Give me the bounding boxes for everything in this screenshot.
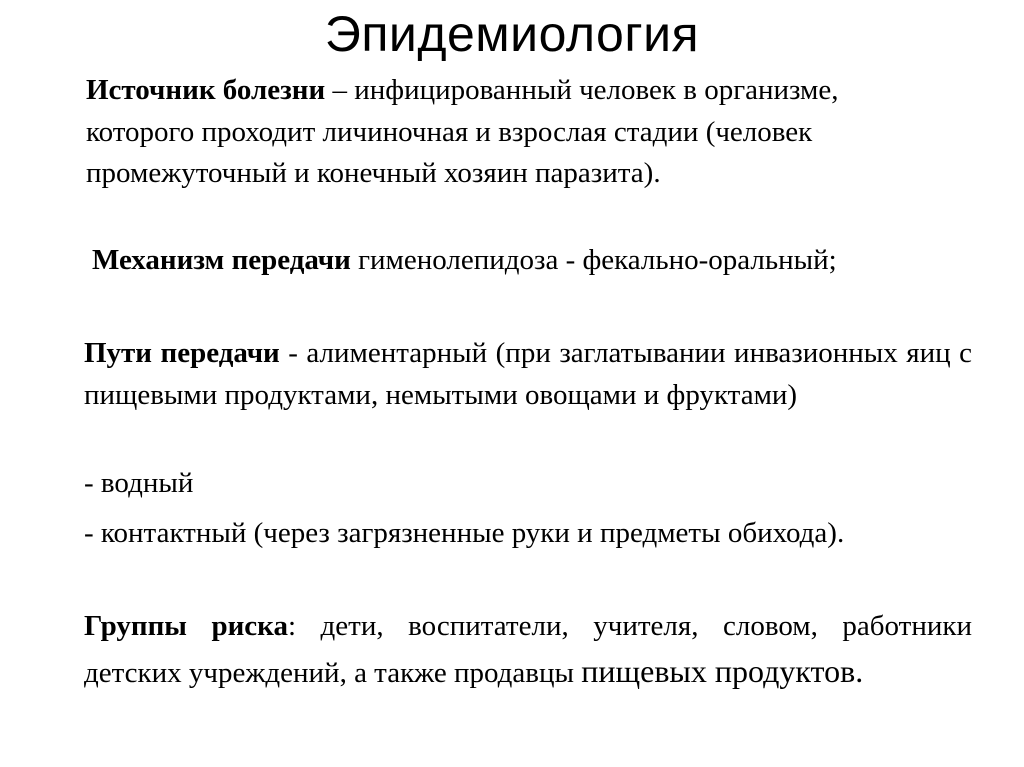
mechanism-paragraph: [92, 240, 852, 282]
mechanism-text: гименолепидоза - фекально-оральный;: [350, 244, 837, 276]
source-paragraph: [86, 70, 866, 195]
water-route: - водный: [84, 467, 194, 499]
routes-text: - алиментарный (при заглатывании инвазионных яиц с пищевыми продуктами, немытыми овощами и фруктами): [84, 337, 972, 411]
risk-tail: пищевых продуктов.: [581, 653, 864, 689]
routes-label: Пути передачи: [84, 337, 280, 369]
contact-route: - контактный (через загрязненные руки и предметы обихода).: [84, 517, 845, 549]
risk-paragraph: [84, 604, 972, 696]
slide-title: Эпидемиология: [324, 6, 700, 62]
risk-text: : дети, воспитатели, учителя, словом, работники детских учреждений, а также продавцы: [84, 610, 972, 689]
risk-label: Группы риска: [84, 610, 288, 642]
source-text: – инфицированный человек в организме, которого проходит личиночная и взрослая стадии (человек промежуточный и конечный хозяин паразита).: [86, 74, 839, 189]
routes-paragraph: [84, 333, 972, 416]
source-label: Источник болезни: [86, 74, 326, 106]
mechanism-label: Механизм передачи: [92, 244, 351, 276]
